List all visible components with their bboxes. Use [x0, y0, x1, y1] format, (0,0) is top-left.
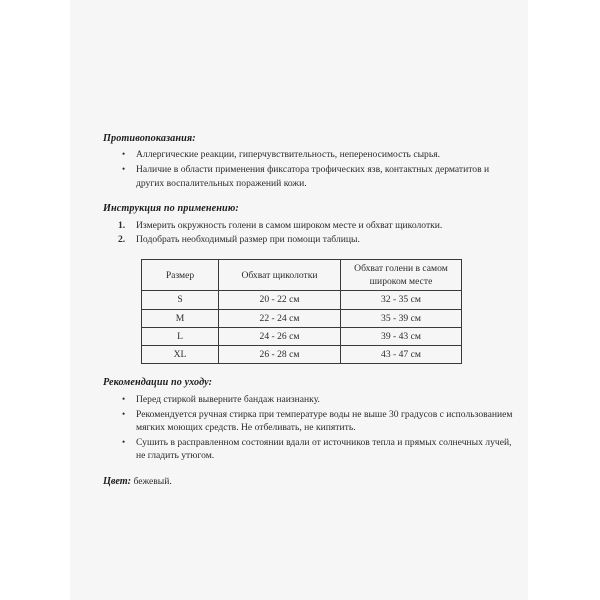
- cell-size: M: [142, 309, 219, 327]
- cell-calf: 43 - 47 см: [341, 346, 462, 364]
- cell-calf: 32 - 35 см: [341, 291, 462, 309]
- bullet-icon: •: [122, 408, 126, 419]
- list-item: [103, 233, 515, 247]
- column-header-size: Размер: [142, 260, 219, 291]
- list-item: [103, 408, 515, 435]
- column-header-calf-girth: Обхват голени в самом широком месте: [341, 260, 462, 291]
- section-instructions: [103, 202, 515, 247]
- instructions-list: [103, 219, 515, 247]
- list-number: 2.: [118, 234, 126, 246]
- bullet-icon: •: [122, 393, 126, 404]
- cell-size: L: [142, 327, 219, 345]
- contraindications-heading: Противопоказания:: [103, 133, 196, 144]
- color-line: [103, 475, 515, 489]
- cell-size: S: [142, 291, 219, 309]
- table-row: [142, 327, 462, 345]
- contraindications-list: [103, 148, 515, 190]
- color-label: Цвет:: [103, 475, 132, 487]
- cell-calf: 35 - 39 см: [341, 309, 462, 327]
- list-item-text: Подобрать необходимый размер при помощи таблицы.: [136, 234, 360, 246]
- instructions-heading: Инструкция по применению:: [103, 203, 239, 215]
- list-item: [103, 148, 515, 162]
- list-item-text: Аллергические реакции, гиперчувствительность, непереносимость сырья.: [136, 149, 441, 161]
- list-item: [103, 219, 515, 233]
- list-item-text: Рекомендуется ручная стирка при температуре воды не выше 30 градусов с использованием мягких моющих средств. Не отбеливать, не кипятить.: [136, 408, 513, 434]
- bullet-icon: •: [122, 164, 126, 175]
- care-heading: Рекомендации по уходу:: [103, 377, 213, 389]
- cell-size: XL: [142, 346, 219, 364]
- size-table: [141, 259, 462, 364]
- table-row: [142, 309, 462, 327]
- cell-ankle: 24 - 26 см: [219, 327, 341, 345]
- table-header-row: [142, 260, 462, 291]
- section-spacer: [103, 191, 515, 202]
- section-spacer: [103, 364, 515, 376]
- document-body: [103, 132, 515, 489]
- list-item-text: Наличие в области применения фиксатора трофических язв, контактных дерматитов и других воспалительных поражений кожи.: [136, 164, 490, 189]
- bullet-icon: •: [122, 149, 126, 160]
- column-header-ankle-girth: Обхват щиколотки: [219, 260, 341, 291]
- size-table-container: [141, 259, 515, 364]
- table-row: [142, 291, 462, 309]
- color-value: бежевый.: [133, 475, 172, 487]
- list-item-text: Измерить окружность голени в самом широком месте и обхват щиколотки.: [136, 219, 443, 231]
- cell-ankle: 26 - 28 см: [219, 346, 341, 364]
- cell-ankle: 22 - 24 см: [219, 309, 341, 327]
- list-item: [103, 436, 515, 463]
- cell-ankle: 20 - 22 см: [219, 291, 341, 309]
- list-item-text: Сушить в расправленном состоянии вдали от источников тепла и прямых солнечных лучей, не гладить утюгом.: [136, 436, 512, 462]
- bullet-icon: •: [122, 436, 126, 447]
- list-number: 1.: [118, 219, 126, 231]
- cell-calf: 39 - 43 см: [341, 327, 462, 345]
- care-list: [103, 393, 515, 463]
- list-item: [103, 393, 515, 407]
- section-care: [103, 376, 515, 463]
- list-item-text: Перед стиркой выверните бандаж наизнанку.: [136, 393, 320, 405]
- list-item: [103, 163, 515, 190]
- section-contraindications: [103, 132, 515, 190]
- table-row: [142, 346, 462, 364]
